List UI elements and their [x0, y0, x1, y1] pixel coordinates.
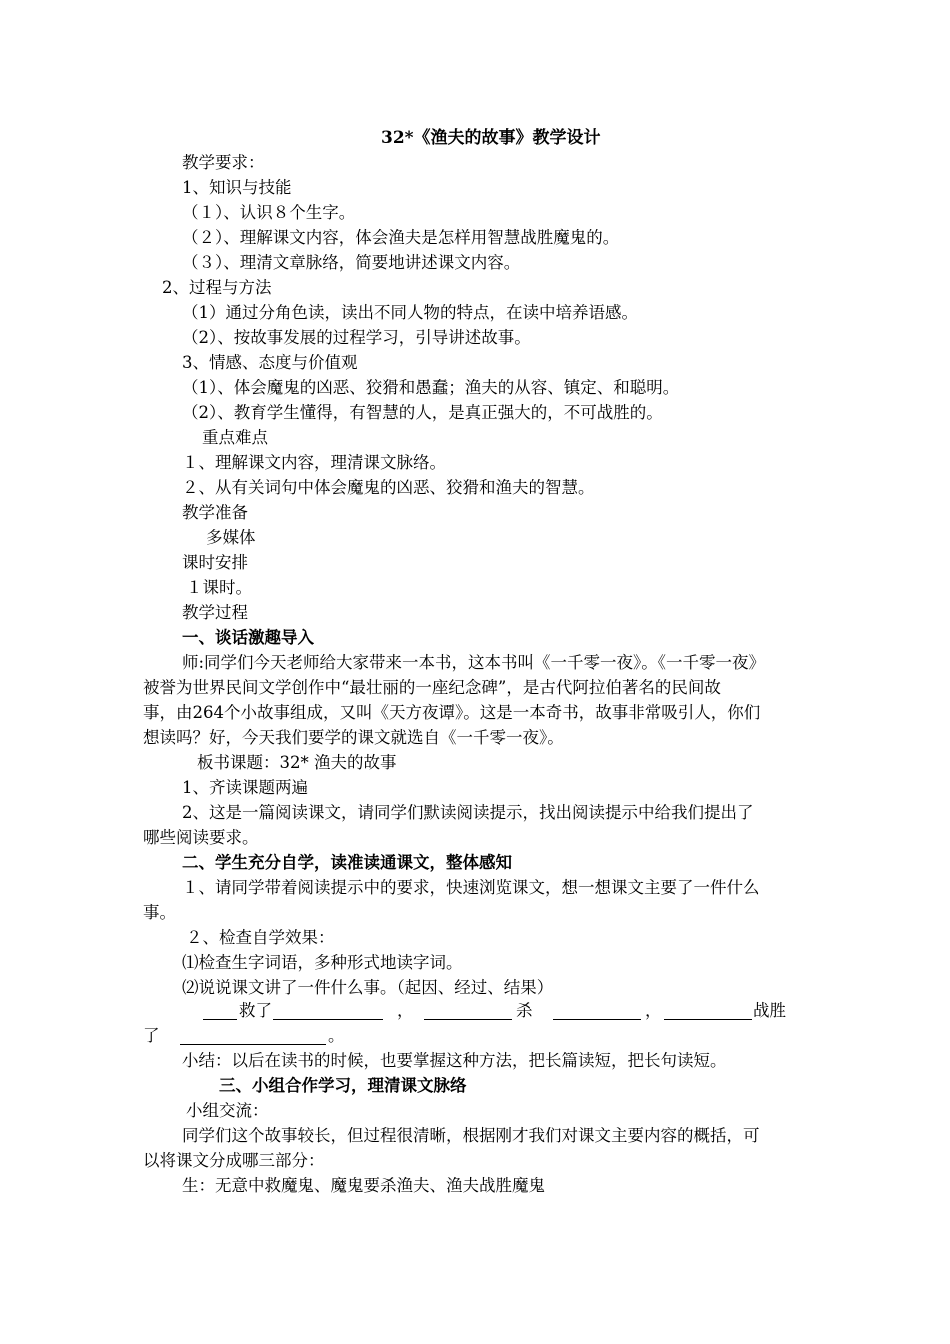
- blank-label: 。: [328, 1026, 345, 1045]
- list-item: （１）、认识８个生字。: [182, 203, 356, 222]
- body-text: 生：无意中救魔鬼、魔鬼要杀渔夫、渔夫战胜魔鬼: [182, 1176, 545, 1195]
- list-item: ⑴检查生字词语，多种形式地读字词。: [182, 953, 463, 972]
- blank-label: 了: [143, 1026, 160, 1045]
- answer-blank[interactable]: [424, 1001, 512, 1020]
- list-item: ⑵说说课文讲了一件什么事。（起因、经过、结果）: [182, 978, 554, 997]
- document-title: 32*《渔夫的故事》教学设计: [381, 128, 601, 148]
- body-text: １课时。: [186, 578, 252, 597]
- paragraph-line: 哪些阅读要求。: [143, 828, 259, 847]
- body-text: 多媒体: [206, 528, 256, 547]
- section-heading: 二、学生充分自学，读准读通课文，整体感知: [182, 853, 512, 872]
- fill-blank-line: [0, 1024, 950, 1048]
- list-item: ２、从有关词句中体会魔鬼的凶恶、狡猾和渔夫的智慧。: [182, 478, 595, 497]
- list-item: （1）通过分角色读，读出不同人物的特点，在读中培养语感。: [182, 303, 638, 322]
- section-heading: 教学准备: [182, 503, 248, 522]
- list-item: （２）、理解课文内容，体会渔夫是怎样用智慧战胜魔鬼的。: [182, 228, 620, 247]
- section-heading: 教学过程: [182, 603, 248, 622]
- blank-label: 救了: [239, 1001, 272, 1020]
- paragraph-line: 事。: [143, 903, 176, 922]
- blank-label: 杀: [516, 1001, 533, 1020]
- section-heading: 三、小组合作学习，理清课文脉络: [219, 1076, 467, 1095]
- fill-blank-line: [0, 999, 950, 1023]
- blank-label: 战胜: [753, 1001, 786, 1020]
- paragraph-line: 被誉为世界民间文学创作中“最壮丽的一座纪念碑”，是古代阿拉伯著名的民间故: [143, 678, 721, 697]
- list-item: （３）、理清文章脉络，简要地讲述课文内容。: [182, 253, 521, 272]
- list-item: （2）、按故事发展的过程学习，引导讲述故事。: [182, 328, 531, 347]
- blank-label: ，: [645, 1001, 662, 1020]
- paragraph-line: １、请同学带着阅读提示中的要求，快速浏览课文，想一想课文主要了一件什么: [182, 878, 760, 897]
- paragraph-line: 想读吗？好，今天我们要学的课文就选自《一千零一夜》。: [143, 728, 564, 747]
- list-item: １、理解课文内容，理清课文脉络。: [182, 453, 446, 472]
- body-text: 小组交流：: [186, 1101, 269, 1120]
- subsection-heading: 3、情感、态度与价值观: [182, 353, 358, 372]
- paragraph-line: 以将课文分成哪三部分：: [143, 1151, 325, 1170]
- list-item: （2）、教育学生懂得，有智慧的人，是真正强大的，不可战胜的。: [182, 403, 663, 422]
- body-text: 小结：以后在读书的时候，也要掌握这种方法，把长篇读短，把长句读短。: [182, 1051, 727, 1070]
- paragraph-line: 事，由264个小故事组成，又叫《天方夜谭》。这是一本奇书，故事非常吸引人，你们: [143, 703, 761, 722]
- answer-blank[interactable]: [180, 1026, 326, 1045]
- list-item: ２、检查自学效果：: [186, 928, 335, 947]
- body-text: 板书课题：32* 渔夫的故事: [197, 753, 397, 772]
- section-heading: 一、谈话激趣导入: [182, 628, 314, 647]
- paragraph-line: 师:同学们今天老师给大家带来一本书，这本书叫《一千零一夜》。《一千零一夜》: [182, 653, 766, 672]
- section-heading: 重点难点: [202, 428, 268, 447]
- subsection-heading: 2、过程与方法: [162, 278, 272, 297]
- list-item: 1、齐读课题两遍: [182, 778, 308, 797]
- subsection-heading: 1、知识与技能: [182, 178, 292, 197]
- section-heading: 课时安排: [182, 553, 248, 572]
- paragraph-line: 2、这是一篇阅读课文，请同学们默读阅读提示，找出阅读提示中给我们提出了: [182, 803, 754, 822]
- answer-blank[interactable]: [664, 1001, 752, 1020]
- section-heading: 教学要求：: [182, 153, 265, 172]
- paragraph-line: 同学们这个故事较长，但过程很清晰，根据刚才我们对课文主要内容的概括，可: [182, 1126, 760, 1145]
- list-item: （1）、体会魔鬼的凶恶、狡猾和愚蠢；渔夫的从容、镇定、和聪明。: [182, 378, 680, 397]
- blank-label: ，: [397, 1001, 414, 1020]
- answer-blank[interactable]: [203, 1001, 237, 1020]
- answer-blank[interactable]: [273, 1001, 383, 1020]
- answer-blank[interactable]: [553, 1001, 641, 1020]
